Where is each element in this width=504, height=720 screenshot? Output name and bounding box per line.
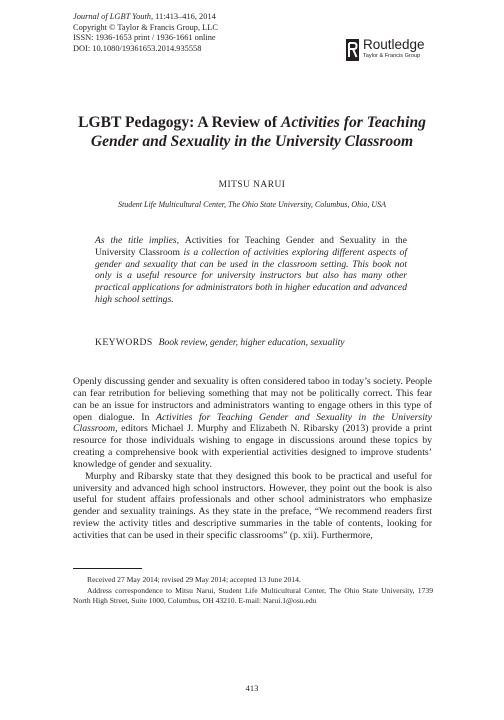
body-paragraph-2: Murphy and Ribarsky state that they designed this book to be practical and useful for university and advanced high school instructors. However, they point out the book is also useful for student affairs professionals and other school administrators who emphasize gender and sexuality trainings. As they state in the preface, “We recommend readers first review the activity titles and descriptive summaries in the table of contents, looking for activities that can be used in their specific classrooms” (p. xii). Furthermore, xyxy=(73,470,432,541)
correspondence-address: Address correspondence to Mitsu Narui, Student Life Multicultural Center, The Ohio State University, 1739 North High Street, Suite 1000, Columbus, OH 43210. E-mail: Narui.1@osu.edu xyxy=(73,585,433,606)
keywords-value: Book review, gender, higher education, sexuality xyxy=(158,337,345,348)
doi-line: DOI: 10.1080/19361653.2014.935558 xyxy=(73,43,202,53)
journal-name: Journal of LGBT Youth xyxy=(73,12,151,21)
body-text xyxy=(73,376,432,542)
publisher-name: Routledge xyxy=(363,37,425,52)
author-name: MITSU NARUI xyxy=(218,180,286,190)
footnotes xyxy=(73,575,433,607)
book-title-italic: Activities for Teaching Gender and Sexuality in the University Classroom xyxy=(73,411,432,435)
journal-citation-line xyxy=(73,12,218,23)
received-dates: Received 27 May 2014; revised 29 May 2014; accepted 13 June 2014. xyxy=(87,575,301,584)
title-italic: Activities for Teaching Gender and Sexuality in the University Classroom xyxy=(90,114,426,150)
abstract xyxy=(95,235,407,306)
abstract-body: is a collection of activities exploring different aspects of gender and sexuality that can be used in the classroom setting. This book not only is a useful resource for university instructors but also has many other practical applications for administrators both in higher education and advanced high school settings. xyxy=(95,246,407,305)
keywords-label: KEYWORDS xyxy=(95,337,153,348)
paragraph-1-part-b: , editors Michael J. Murphy and Elizabeth N. Ribarsky (2013) provide a print resource for those individuals wishing to engage in discussions around these topics by creating a comprehensive book with experiential activities designed to improve students’ knowledge of gender and sexuality. xyxy=(73,423,432,470)
journal-header xyxy=(73,12,218,54)
abstract-book-title: Activities for Teaching Gender and Sexuality in the University Classroom xyxy=(95,235,407,258)
page-number: 413 xyxy=(245,683,259,693)
article-title xyxy=(60,113,444,151)
copyright-line: Copyright © Taylor & Francis Group, LLC xyxy=(73,22,218,32)
author-affiliation: Student Life Multicultural Center, The Ohio State University, Columbus, Ohio, USA xyxy=(118,200,386,209)
abstract-lead: As the title implies, xyxy=(95,235,185,246)
publisher-logo xyxy=(346,38,446,64)
footnote-rule xyxy=(73,568,142,569)
paragraph-1-part-a: Openly discussing gender and sexuality is often considered taboo in today’s society. People can fear retribution for believing something that may not be politically correct. This fear can be an issue for instructors and administrators wanting to engage others in this type of open dialogue. In xyxy=(73,376,432,423)
journal-volume-pages: , 11:413–416, 2014 xyxy=(150,12,216,21)
body-paragraph-1 xyxy=(73,376,432,471)
publisher-tagline: Taylor & Francis Group xyxy=(363,53,421,59)
keywords xyxy=(95,337,425,348)
issn-line: ISSN: 1936-1653 print / 1936-1661 online xyxy=(73,33,216,43)
routledge-logo-icon xyxy=(346,39,359,61)
title-roman: LGBT Pedagogy: A Review of xyxy=(78,114,281,131)
